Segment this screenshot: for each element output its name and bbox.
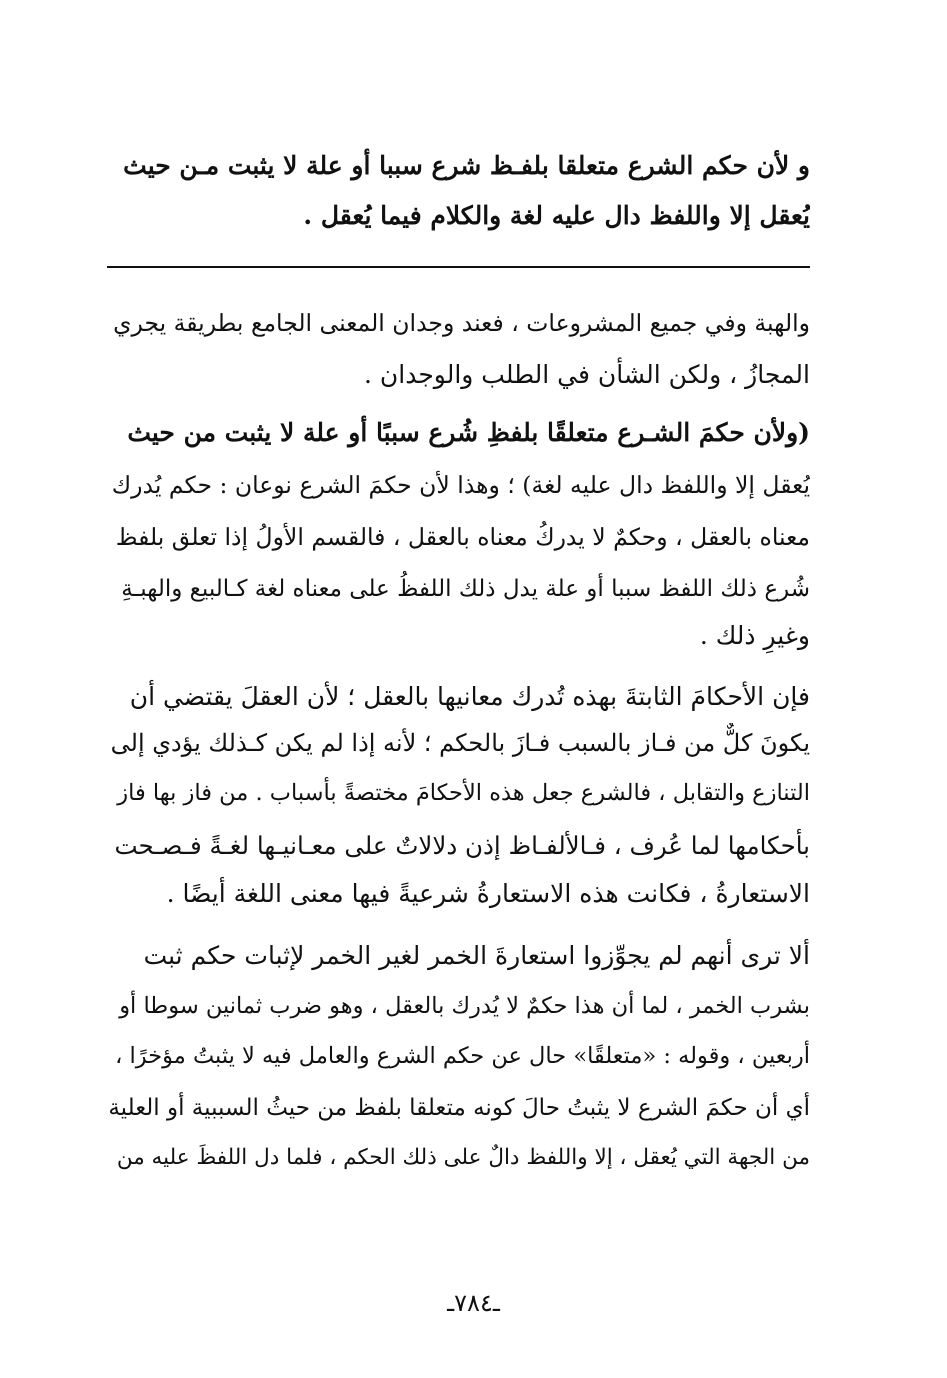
sharh-para3-line-5: الاستعارةُ ، فكانت هذه الاستعارةُ شرعيةً فيها معنى اللغة أيضًا .: [166, 879, 810, 908]
sharh-para4-line-2: بشرب الخمر ، لما أن هذا حكمٌ لا يُدرك بالعقل ، وهو ضرب ثمانين سوطا أو: [119, 993, 810, 1019]
footnote-divider: [107, 266, 810, 268]
sharh-para4-line-1: ألا ترى أنهم لم يجوِّزوا استعارةَ الخمر لغير الخمر لإثبات حكم ثبت: [143, 941, 810, 970]
sharh-para1-line-1: والهبة وفي جميع المشروعات ، فعند وجدان المعنى الجامع بطريقة يجري: [113, 309, 810, 337]
sharh-para2-line-5: وغيرِ ذلك .: [699, 621, 810, 650]
sharh-para2-line-4: شُرع ذلك اللفظ سببا أو علة يدل ذلك اللفظُ على معناه لغة كـالبيع والهبـةِ: [121, 576, 810, 602]
sharh-para2-line-2: يُعقل إلا واللفظ دال عليه لغة) ؛ وهذا لأن حكمَ الشرع نوعان : حكم يُدرك: [111, 471, 810, 499]
sharh-para2-line-1: (ولأن حكمَ الشـرع متعلقًا بلفظِ شُرع سببًا أو علة لا يثبت من حيث: [127, 418, 810, 447]
sharh-para4-line-3: أربعين ، وقوله : «متعلقًا» حال عن حكم الشرع والعامل فيه لا يثبتُ مؤخرًا ،: [115, 1043, 810, 1069]
sharh-para2-line-3: معناه بالعقل ، وحكمٌ لا يدركُ معناه بالعقل ، فالقسم الأولُ إذا تعلق بلفظ: [115, 523, 810, 551]
sharh-para3-line-1: فإن الأحكامَ الثابتةَ بهذه تُدرك معانيها بالعقل ؛ لأن العقلَ يقتضي أن: [129, 682, 810, 711]
sharh-para3-line-2: يكونَ كلٌّ من فـاز بالسبب فـازَ بالحكم ؛ لأنه إذا لم يكن كـذلك يؤدي إلى: [110, 729, 810, 757]
sharh-para3-line-3: التنازع والتقابل ، فالشرع جعل هذه الأحكامَ مختصةً بأسباب . من فاز بها فاز: [117, 780, 810, 806]
matn-line-1: و لأن حكم الشرع متعلقا بلفـظ شرع سببا أو علة لا يثبت مـن حيث: [123, 151, 810, 180]
sharh-para4-line-4: أي أن حكمَ الشرع لا يثبتُ حالَ كونه متعلقا بلفظ من حيثُ السببية أو العلية: [108, 1095, 810, 1121]
sharh-para4-line-5: من الجهة التي يُعقل ، إلا واللفظ دالٌ على ذلك الحكم ، فلما دل اللفظَ عليه من: [116, 1145, 810, 1170]
sharh-para3-line-4: بأحكامها لما عُرف ، فـالألفـاظ إذن دلالاتٌ على معـانيـها لغـةً فـصـحت: [114, 831, 810, 860]
matn-line-2: يُعقل إلا واللفظ دال عليه لغة والكلام فيما يُعقل .: [303, 201, 810, 230]
sharh-para1-line-2: المجازُ ، ولكن الشأن في الطلب والوجدان .: [364, 360, 810, 389]
page-number: ـ٧٨٤ـ: [447, 1289, 500, 1317]
